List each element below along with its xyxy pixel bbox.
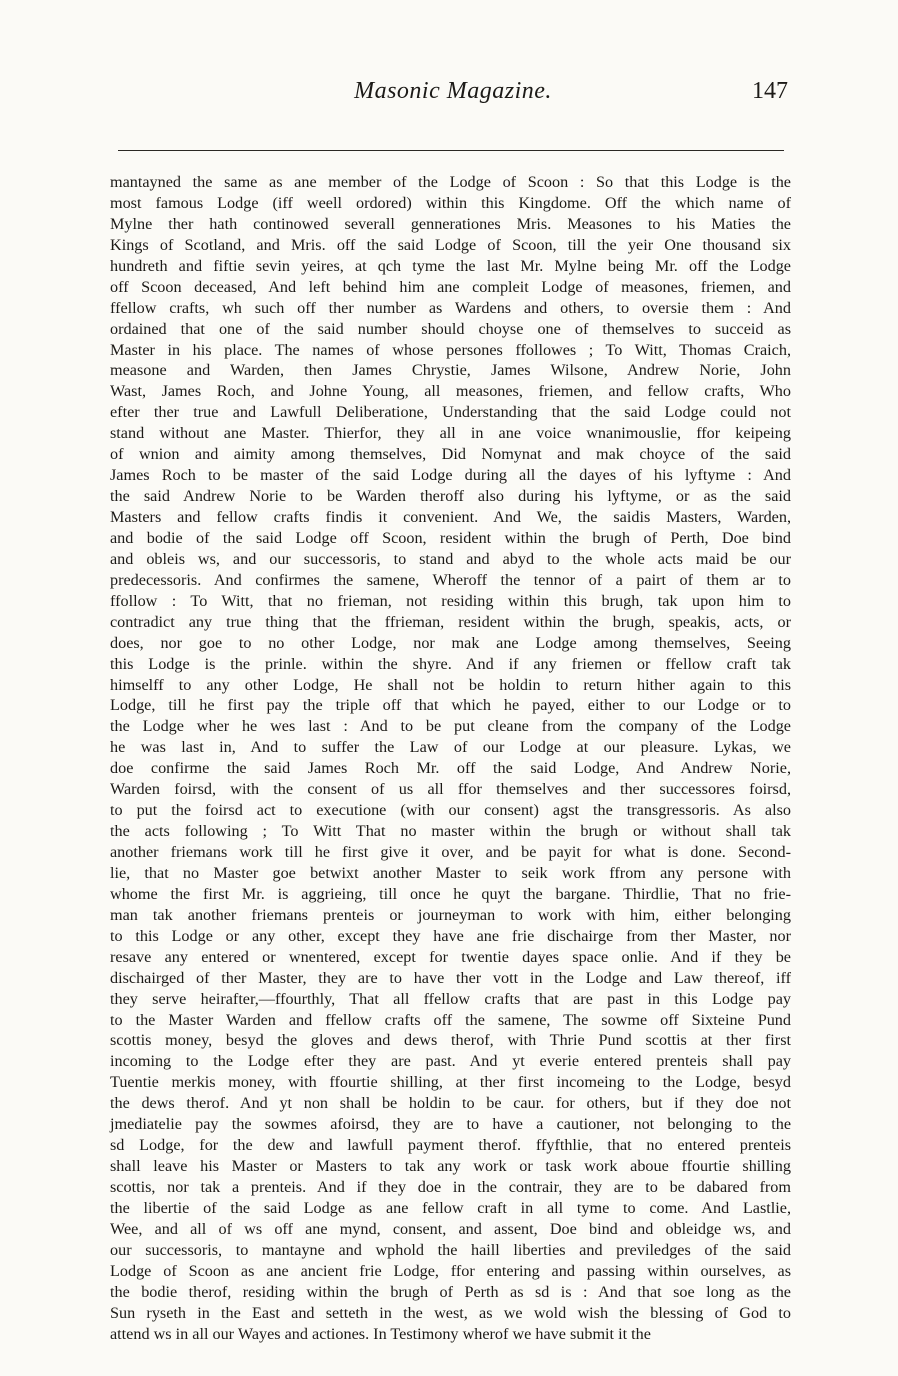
text-line: measone and Warden, then James Chrystie, James Wilsone, Andrew Norie, John [110, 361, 791, 380]
text-line: dischairged of ther Master, they are to have ther vott in the Lodge and Law thereof, iff [110, 968, 791, 987]
text-line: the Lodge wher he wes last : And to be put cleane from the company of the Lodge [110, 717, 791, 736]
text-line: the acts following ; To Witt That no master within the brugh or without shall tak [110, 822, 791, 841]
text-line: Warden foirsd, with the consent of us all ffor themselves and ther successores foirsd, [110, 780, 791, 799]
text-line: incoming to the Lodge efter they are past. And yt everie entered prenteis shall pay [110, 1052, 791, 1071]
text-line: to the Master Warden and ffellow crafts off the samene, The sowme off Sixteine Pund [110, 1010, 791, 1029]
text-line: whome the first Mr. is aggrieing, till once he quyt the bargane. Thirdlie, That no frie- [110, 884, 791, 903]
text-line: to put the foirsd act to executione (with our consent) agst the transgressoris. As also [110, 801, 791, 820]
text-line: and bodie of the said Lodge off Scoon, resident within the brugh of Perth, Doe bind [110, 528, 791, 547]
text-line: Masters and fellow crafts findis it convenient. And We, the saidis Masters, Warden, [110, 508, 791, 526]
text-line: the libertie of the said Lodge as ane fellow craft in all tyme to come. And Lastlie, [110, 1198, 791, 1217]
text-line: Wast, James Roch, and Johne Young, all measones, friemen, and fellow crafts, Who [110, 382, 791, 401]
text-line: of wnion and aimity among themselves, Did Nomynat and mak choyce of the said [110, 445, 791, 464]
text-line: another friemans work till he first give it over, and be payit for what is done. Second- [110, 843, 791, 861]
running-title: Masonic Magazine. [354, 78, 552, 104]
text-line: man tak another friemans prenteis or journeyman to work with him, either belonging [110, 905, 791, 924]
text-line: he was last in, And to suffer the Law of our Lodge at our pleasure. Lykas, we [110, 738, 791, 757]
text-line: Mylne ther hath continowed severall gennerationes Mris. Measones to his Maties the [110, 214, 791, 233]
page-number: 147 [752, 78, 788, 104]
text-line: mantayned the same as ane member of the Lodge of Scoon : So that this Lodge is the [110, 173, 791, 191]
text-line: doe confirme the said James Roch Mr. off the said Lodge, And Andrew Norie, [110, 759, 791, 778]
text-line: Tuentie merkis money, with ffourtie shilling, at ther first incomeing to the Lodge, besyd [110, 1073, 791, 1092]
text-line: they serve heirafter,—ffourthly, That all ffellow crafts that are past in this Lodge pay [110, 989, 791, 1008]
text-line: attend ws in all our Wayes and actiones. In Testimony wherof we have submit it the [110, 1324, 651, 1343]
page-header [118, 78, 788, 118]
text-line: Lodge, till he first pay the triple off that which he payed, either to our Lodge or to [110, 696, 791, 715]
text-line: sd Lodge, for the dew and lawfull payment therof. ffyfthlie, that no entered prenteis [110, 1136, 791, 1155]
text-line: himselff to any other Lodge, He shall not be holdin to return hither again to this [110, 675, 791, 694]
text-line: ffellow crafts, wh such off ther number as Wardens and others, to oversie them : And [110, 298, 791, 317]
header-rule [118, 150, 784, 151]
text-line: lie, that no Master goe betwixt another Master to seik work ffrom any persone with [110, 863, 791, 882]
text-line: to this Lodge or any other, except they have ane frie dischairge from ther Master, nor [110, 926, 791, 945]
text-line: scottis, nor tak a prenteis. And if they doe in the contrair, they are to be dabared from [110, 1178, 791, 1196]
text-line: ffollow : To Witt, that no frieman, not residing within this brugh, tak upon him to [110, 591, 791, 610]
text-line: Lodge of Scoon as ane ancient frie Lodge, ffor entering and passing within ourselves, as [110, 1261, 791, 1280]
text-line: the dews therof. And yt non shall be holdin to be caur. for others, but if they doe not [110, 1094, 791, 1113]
text-line: off Scoon deceased, And left behind him ane compleit Lodge of measones, friemen, and [110, 277, 791, 296]
text-line: the bodie therof, residing within the brugh of Perth as sd is : And that soe long as the [110, 1282, 791, 1301]
text-line: Master in his place. The names of whose persones ffollowes ; To Witt, Thomas Craich, [110, 340, 791, 359]
text-line: James Roch to be master of the said Lodge during all the dayes of his lyftyme : And [110, 466, 791, 485]
text-line: ordained that one of the said number should choyse one of themselves to succeid as [110, 319, 791, 338]
text-line: predecessoris. And confirmes the samene, Wheroff the tennor of a pairt of them ar to [110, 570, 791, 589]
text-line: this Lodge is the prinle. within the shyre. And if any friemen or ffellow craft tak [110, 654, 791, 673]
text-line: contradict any true thing that the ffrieman, resident within the brugh, speakis, acts, or [110, 612, 791, 631]
text-line: shall leave his Master or Masters to tak any work or task work aboue ffourtie shilling [110, 1157, 791, 1176]
text-line: the said Andrew Norie to be Warden theroff also during his lyftyme, or as the said [110, 487, 791, 506]
text-line: stand without ane Master. Thierfor, they all in ane voice wnanimouslie, ffor keipeing [110, 424, 791, 443]
text-line: does, nor goe to no other Lodge, nor mak ane Lodge among themselves, Seeing [110, 633, 791, 652]
text-line: scottis money, besyd the gloves and dews therof, with Thrie Pund scottis at ther first [110, 1031, 791, 1050]
text-line: our successoris, to mantayne and wphold the haill liberties and previledges of the said [110, 1240, 791, 1259]
text-line: Kings of Scotland, and Mris. off the said Lodge of Scoon, till the yeir One thousand six [110, 235, 791, 254]
text-line: hundreth and fiftie sevin yeires, at qch tyme the last Mr. Mylne being Mr. off the Lodge [110, 256, 791, 275]
text-line: Sun ryseth in the East and setteth in the west, as we wold wish the blessing of God to [110, 1303, 791, 1322]
text-line: and obleis ws, and our successoris, to stand and abyd to the whole acts maid be our [110, 549, 791, 568]
text-line: Wee, and all of ws off ane mynd, consent, and assent, Doe bind and obleidge ws, and [110, 1219, 791, 1238]
text-line: resave any entered or wnentered, except for twentie dayes space onlie. And if they be [110, 947, 791, 966]
text-line: efter ther true and Lawfull Deliberatione, Understanding that the said Lodge could not [110, 403, 791, 422]
text-line: jmediatelie pay the sowmes afoirsd, they are to have a cautioner, not belonging to the [110, 1115, 791, 1134]
text-line: most famous Lodge (iff weell ordored) within this Kingdome. Off the which name of [110, 193, 791, 212]
body-text [110, 172, 791, 1345]
